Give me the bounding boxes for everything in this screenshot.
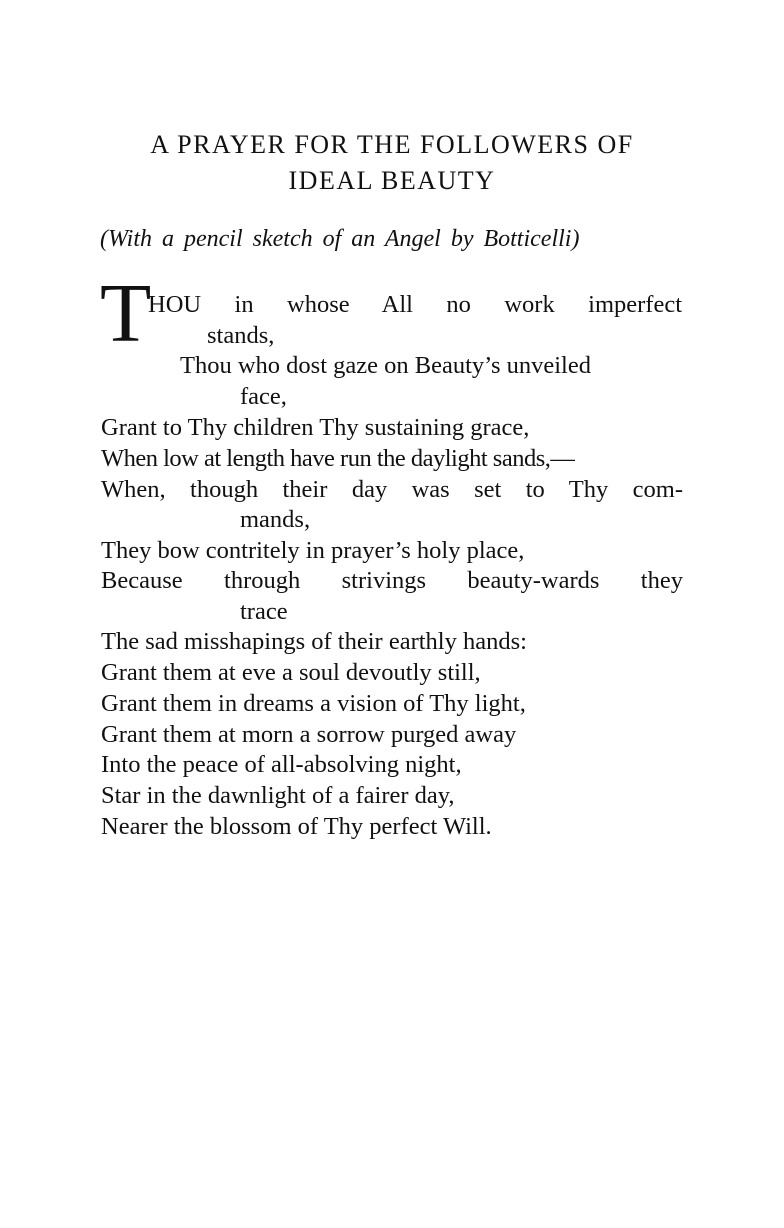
poem-line: When low at length have run the daylight sands,— [101, 445, 575, 472]
poem-line: Star in the dawnlight of a fairer day, [101, 782, 455, 809]
poem-line: face, [240, 383, 287, 410]
poem-line: The sad misshapings of their earthly hands: [101, 628, 527, 655]
poem-line: mands, [240, 506, 311, 533]
poem-line: HOU in whose All no work imperfect [148, 291, 682, 318]
poem-line: Grant them at morn a sorrow purged away [101, 721, 517, 748]
poem-title-line-2: IDEAL BEAUTY [288, 166, 496, 195]
poem-line: trace [240, 598, 288, 625]
poem-title-line-1: A PRAYER FOR THE FOLLOWERS OF [150, 130, 634, 159]
poem-line: They bow contritely in prayer’s holy place, [101, 537, 525, 564]
poem-line: Thou who dost gaze on Beauty’s unveiled [180, 352, 591, 379]
poem-line: When, though their day was set to Thy com- [101, 476, 683, 503]
poem-line: stands, [207, 322, 275, 349]
drop-cap: T [100, 267, 152, 360]
poem-line: Into the peace of all-absolving night, [101, 751, 462, 778]
poem-line: Grant them at eve a soul devoutly still, [101, 659, 481, 686]
poem-line: Grant to Thy children Thy sustaining grace, [101, 414, 530, 441]
poem-line: Nearer the blossom of Thy perfect Will. [101, 813, 492, 840]
poem-subtitle: (With a pencil sketch of an Angel by Botticelli) [100, 226, 580, 252]
poem-line: Because through strivings beauty-wards they [101, 567, 683, 594]
poem-line: Grant them in dreams a vision of Thy light, [101, 690, 526, 717]
